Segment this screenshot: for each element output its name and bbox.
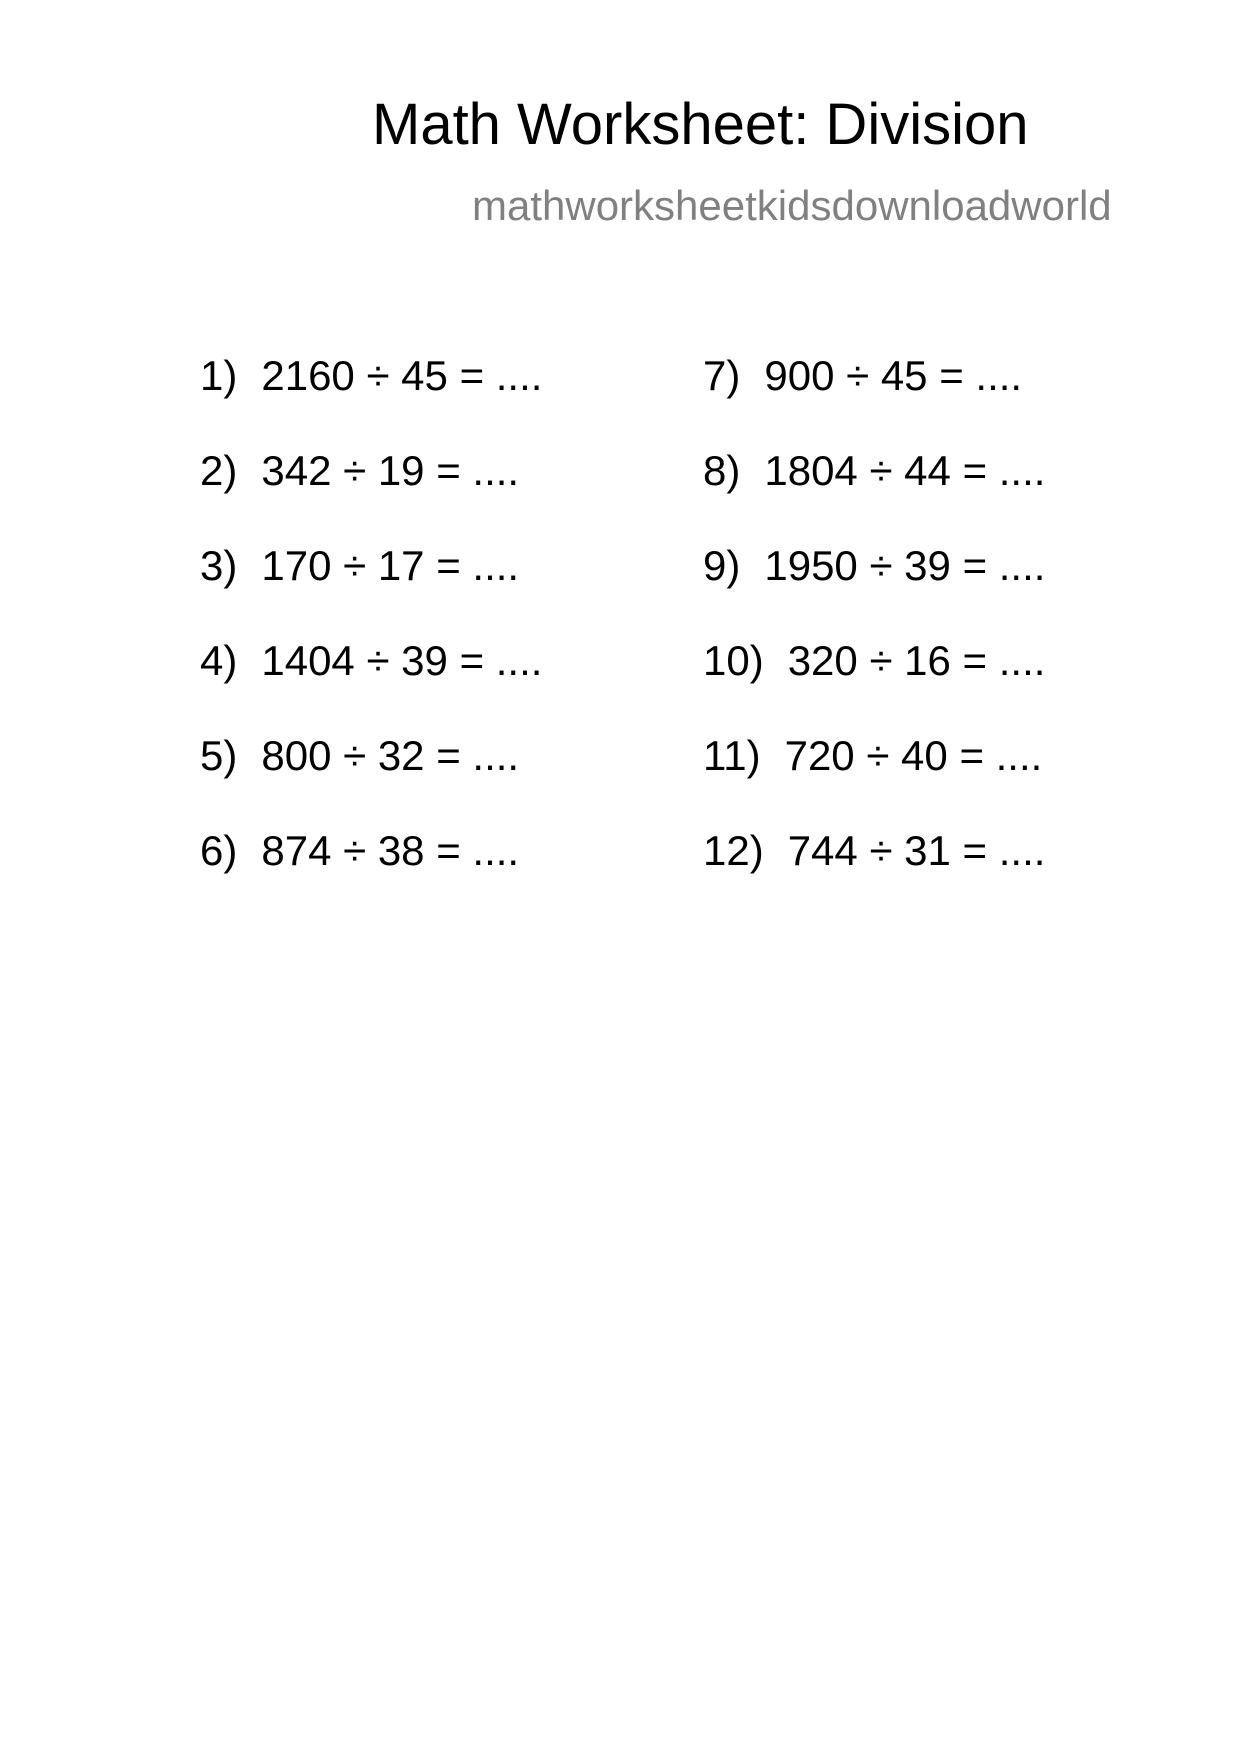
problem-2 [200,447,520,494]
problem-number: 7) [703,352,741,399]
problem-expression: 320 ÷ 16 = .... [787,637,1046,684]
problem-1 [200,352,543,399]
problem-number: 9) [703,542,741,589]
problem-6 [200,827,520,874]
problem-7 [703,352,1023,399]
problem-number: 8) [703,447,741,494]
problem-number: 5) [200,732,238,779]
problem-expression: 342 ÷ 19 = .... [261,447,520,494]
problem-3 [200,542,520,589]
problem-number: 4) [200,637,238,684]
problem-9 [703,542,1046,589]
page-subtitle: mathworksheetkidsdownloadworld [472,182,1112,229]
problem-expression: 1804 ÷ 44 = .... [764,447,1046,494]
problem-expression: 744 ÷ 31 = .... [787,827,1046,874]
problem-expression: 720 ÷ 40 = .... [784,732,1043,779]
problem-5 [200,732,520,779]
problem-expression: 874 ÷ 38 = .... [261,827,520,874]
problem-expression: 900 ÷ 45 = .... [764,352,1023,399]
problem-11 [703,732,1043,779]
problem-expression: 170 ÷ 17 = .... [261,542,520,589]
problem-12 [703,827,1046,874]
problem-10 [703,637,1046,684]
problem-number: 6) [200,827,238,874]
problem-number: 1) [200,352,238,399]
problem-number: 10) [703,637,764,684]
problem-number: 11) [703,732,761,779]
problem-8 [703,447,1046,494]
page-title: Math Worksheet: Division [372,92,1029,157]
problem-expression: 2160 ÷ 45 = .... [261,352,543,399]
problem-number: 3) [200,542,238,589]
problem-expression: 800 ÷ 32 = .... [261,732,520,779]
problem-number: 12) [703,827,764,874]
problem-number: 2) [200,447,238,494]
problem-4 [200,637,543,684]
problem-expression: 1404 ÷ 39 = .... [261,637,543,684]
problem-expression: 1950 ÷ 39 = .... [764,542,1046,589]
